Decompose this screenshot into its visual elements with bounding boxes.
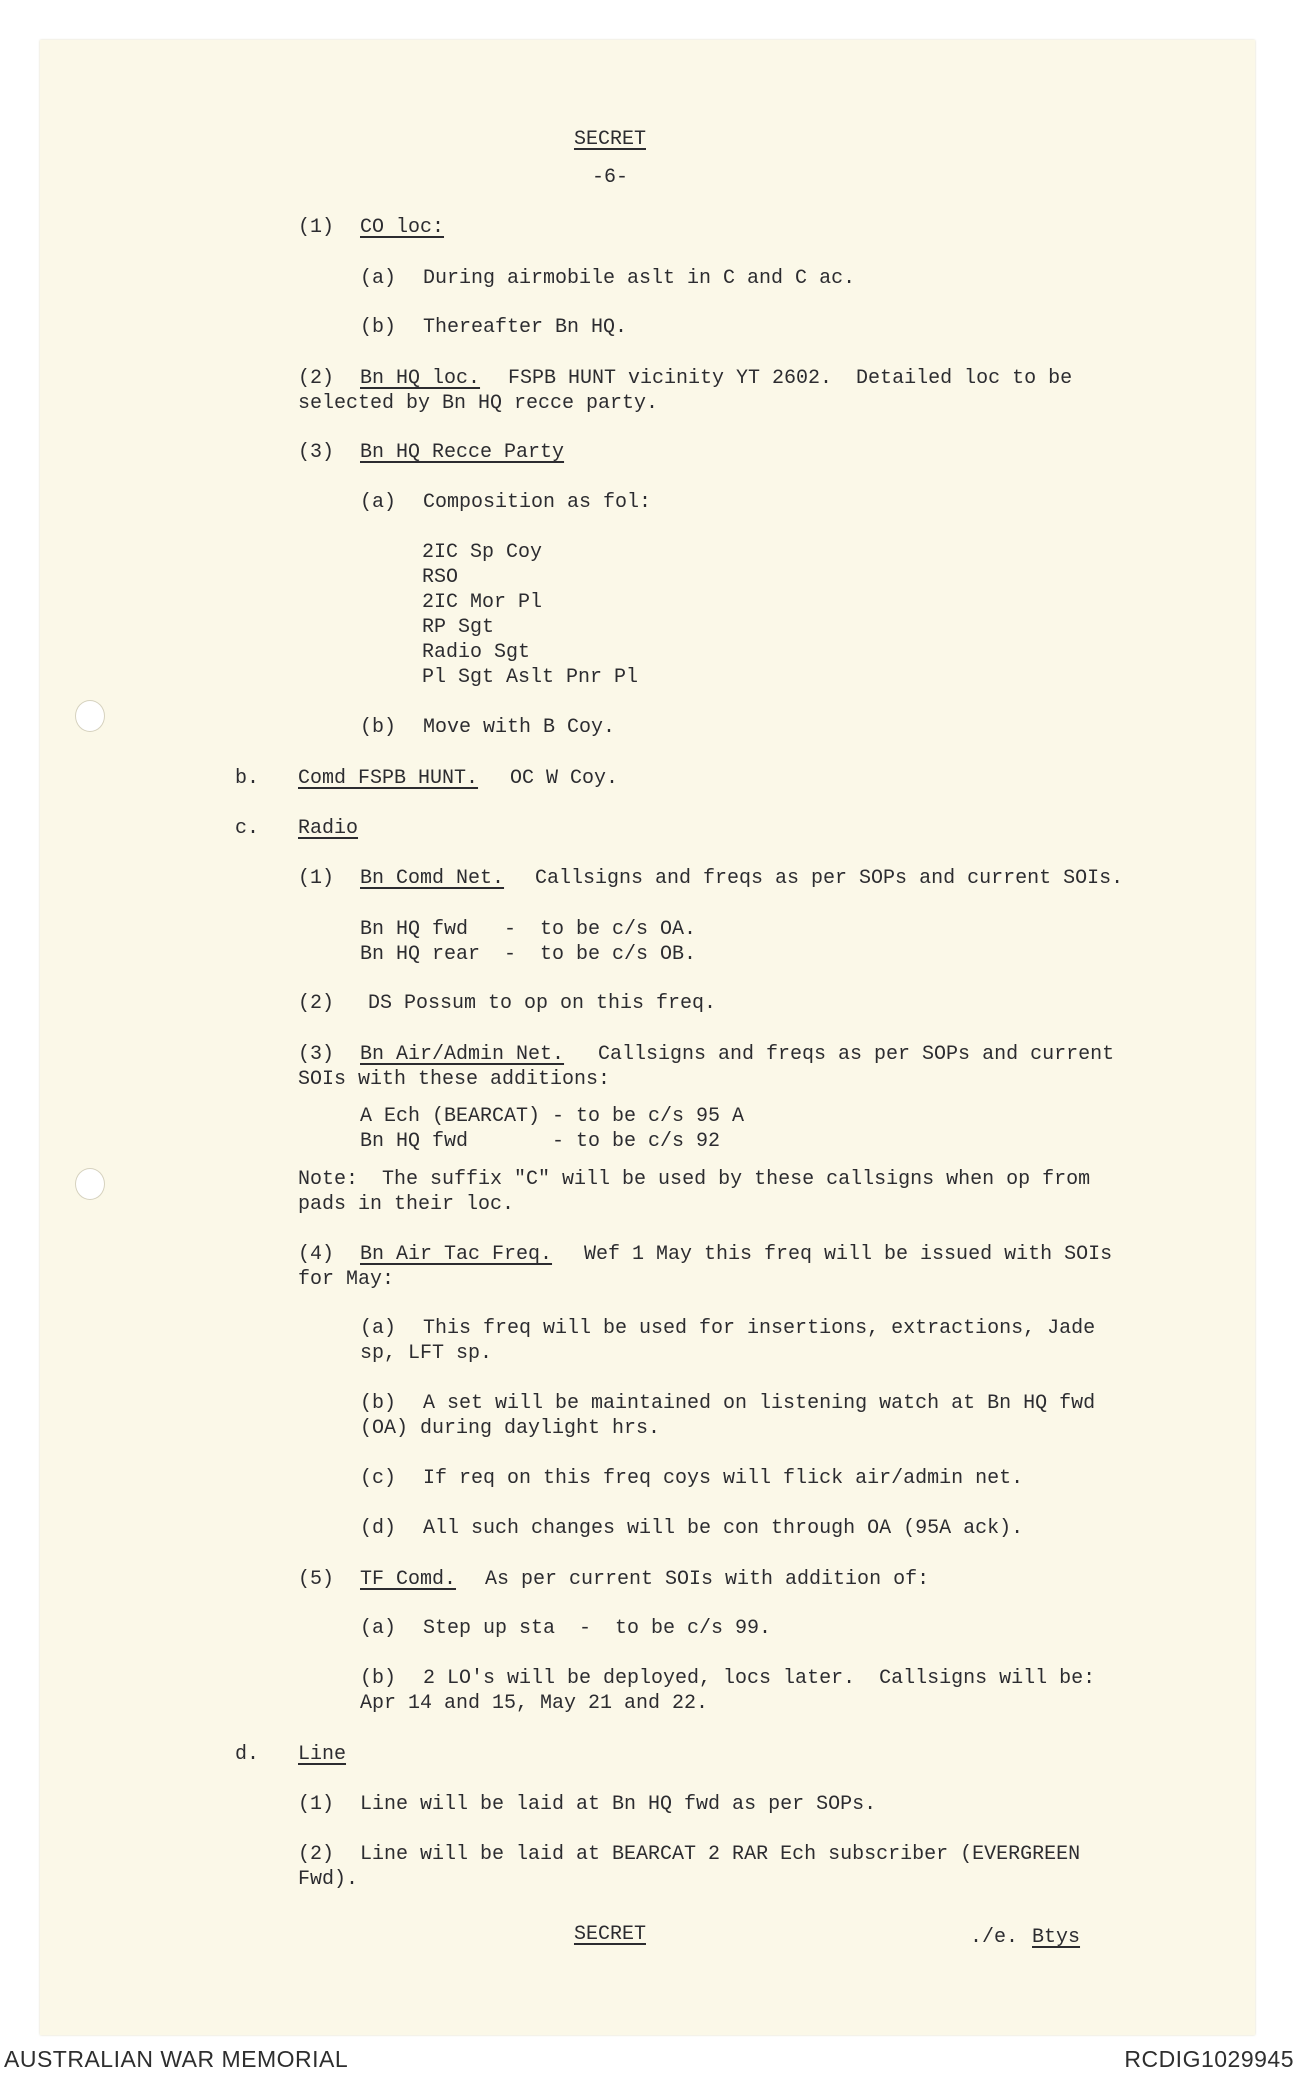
radio-4-line2: for May: [298,1268,395,1291]
recce-member: RP Sgt [422,616,495,639]
line-2-line2: Fwd). [298,1868,359,1891]
para-2-number: (2) [298,367,335,390]
para-1-number: (1) [298,216,335,239]
recce-member: 2IC Mor Pl [422,591,543,614]
line-1-number: (1) [298,1793,335,1816]
line-2-line1: Line will be laid at BEARCAT 2 RAR Ech subscriber (EVERGREEN [360,1843,1081,1866]
para-1a-number: (a) [360,267,397,290]
punch-hole-bottom [75,1168,105,1200]
radio-4-line1: Wef 1 May this freq will be issued with SOIs [584,1243,1113,1266]
radio-4b-number: (b) [360,1392,397,1415]
radio-3-line1: Callsigns and freqs as per SOPs and current [598,1043,1115,1066]
section-b-letter: b. [235,767,260,790]
para-3b-text: Move with B Coy. [423,716,616,739]
section-b-title: Comd FSPB HUNT. [298,767,479,790]
para-3a-text: Composition as fol: [423,491,652,514]
radio-4c-number: (c) [360,1467,397,1490]
recce-member: Pl Sgt Aslt Pnr Pl [422,666,639,689]
para-2-title: Bn HQ loc. [360,367,481,390]
section-d-letter: d. [235,1743,260,1766]
section-c-letter: c. [235,817,260,840]
para-3a-number: (a) [360,491,397,514]
radio-5a-text: Step up sta - to be c/s 99. [423,1617,772,1640]
section-d-title: Line [298,1743,347,1766]
radio-5b-line2: Apr 14 and 15, May 21 and 22. [360,1692,709,1715]
radio-4b-line2: (OA) during daylight hrs. [360,1417,661,1440]
recce-member: 2IC Sp Coy [422,541,543,564]
radio-4d-number: (d) [360,1517,397,1540]
line-2-number: (2) [298,1843,335,1866]
section-b-text: OC W Coy. [510,767,619,790]
radio-4d-text: All such changes will be con through OA (95A ack). [423,1517,1024,1540]
header-classification: SECRET [573,128,646,151]
radio-2-text: DS Possum to op on this freq. [368,992,717,1015]
punch-hole-top [75,700,105,732]
para-3-title: Bn HQ Recce Party [360,441,565,464]
section-c-title: Radio [298,817,359,840]
radio-4-number: (4) [298,1243,335,1266]
radio-2-number: (2) [298,992,335,1015]
radio-3-note-line2: pads in their loc. [298,1193,515,1216]
radio-4b-line1: A set will be maintained on listening watch at Bn HQ fwd [423,1392,1096,1415]
archive-institution: AUSTRALIAN WAR MEMORIAL [4,2046,349,2072]
radio-4-title: Bn Air Tac Freq. [360,1243,553,1266]
radio-4a-number: (a) [360,1317,397,1340]
radio-1-number: (1) [298,867,335,890]
recce-member: RSO [422,566,459,589]
radio-4a-line1: This freq will be used for insertions, extractions, Jade [423,1317,1096,1340]
radio-3-title: Bn Air/Admin Net. [360,1043,565,1066]
para-2-line2: selected by Bn HQ recce party. [298,392,659,415]
document-page [40,40,1255,2035]
radio-5-text: As per current SOIs with addition of: [485,1568,930,1591]
recce-member: Radio Sgt [422,641,531,664]
radio-1-text: Callsigns and freqs as per SOPs and current SOIs. [535,867,1124,890]
archive-item-id: RCDIG1029945 [1124,2046,1294,2072]
para-1a-text: During airmobile aslt in C and C ac. [423,267,856,290]
radio-3-number: (3) [298,1043,335,1066]
radio-3-row2: Bn HQ fwd - to be c/s 92 [360,1130,721,1153]
radio-3-note-line1: Note: The suffix "C" will be used by these callsigns when op from [298,1168,1091,1191]
radio-5b-line1: 2 LO's will be deployed, locs later. Callsigns will be: [423,1667,1096,1690]
radio-5a-number: (a) [360,1617,397,1640]
radio-1-title: Bn Comd Net. [360,867,505,890]
para-2-line1: FSPB HUNT vicinity YT 2602. Detailed loc to be [508,367,1073,390]
radio-4c-text: If req on this freq coys will flick air/admin net. [423,1467,1024,1490]
page-number: -6- [591,166,628,189]
radio-5-title: TF Comd. [360,1568,457,1591]
radio-5b-number: (b) [360,1667,397,1690]
radio-4a-line2: sp, LFT sp. [360,1342,493,1365]
continuation-prefix: ./e. [970,1926,1019,1949]
radio-3-line2: SOIs with these additions: [298,1068,611,1091]
radio-1-row1: Bn HQ fwd - to be c/s OA. [360,918,697,941]
para-1b-number: (b) [360,316,397,339]
para-3-number: (3) [298,441,335,464]
para-1b-text: Thereafter Bn HQ. [423,316,628,339]
radio-3-row1: A Ech (BEARCAT) - to be c/s 95 A [360,1105,745,1128]
para-1-title: CO loc: [360,216,445,239]
footer-classification: SECRET [573,1923,646,1946]
continuation-word: Btys [1032,1926,1081,1949]
radio-5-number: (5) [298,1568,335,1591]
line-1-text: Line will be laid at Bn HQ fwd as per SOPs. [360,1793,877,1816]
radio-1-row2: Bn HQ rear - to be c/s OB. [360,943,697,966]
para-3b-number: (b) [360,716,397,739]
